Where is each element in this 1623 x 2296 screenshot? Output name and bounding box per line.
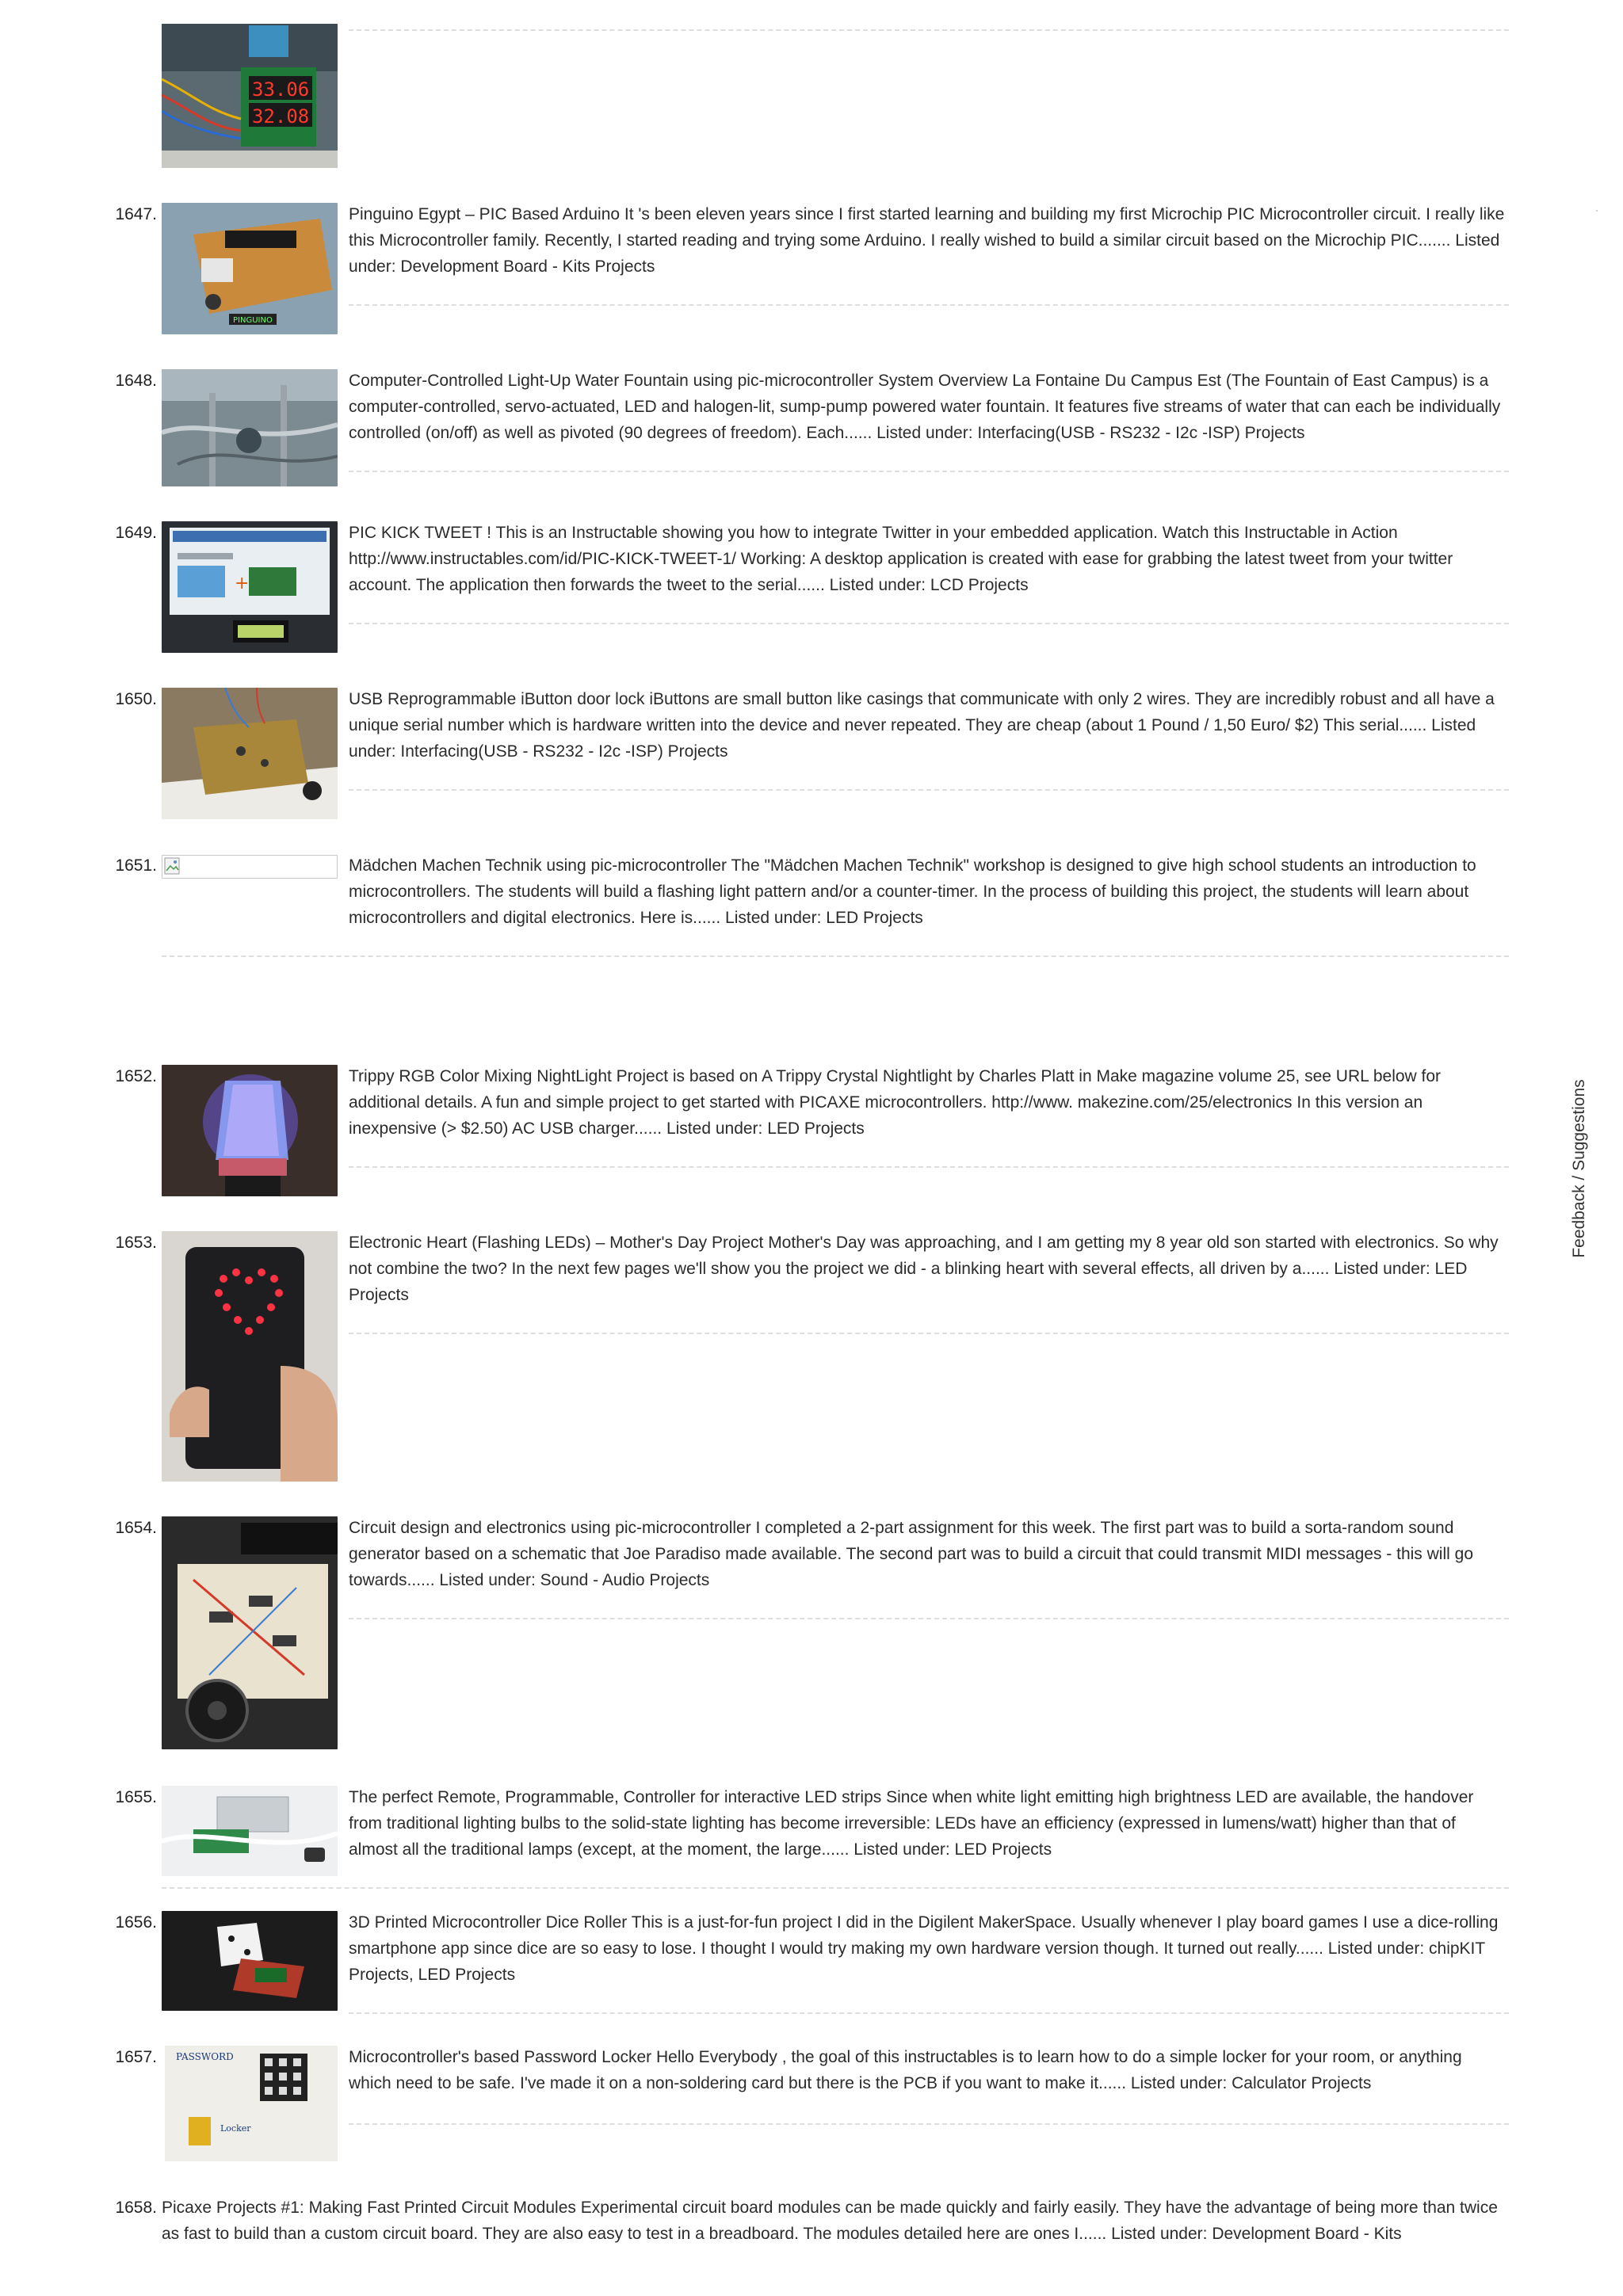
divider [349, 623, 1509, 624]
led-display-image [162, 24, 338, 168]
item-description[interactable]: Circuit design and electronics using pic-microcontroller I completed a 2-part assignment for this week. The first part was to build a sorta-random sound generator based on a schematic that Joe Paradiso made available. The second part was to build a circuit that could transmit MIDI messages - this will go towards...... Listed under: Sound - Audio Projects [349, 1519, 1473, 1589]
feedback-tab-label: Feedback / Suggestions [1570, 1079, 1588, 1258]
item-number: 1648. [115, 372, 157, 390]
item-number: 1657. [115, 2048, 157, 2066]
item-number: 1656. [115, 1913, 157, 1932]
project-thumbnail[interactable] [162, 1231, 338, 1482]
project-thumbnail[interactable] [162, 1786, 338, 1876]
svg-text:32.08: 32.08 [252, 105, 310, 128]
divider [349, 1618, 1509, 1619]
project-thumbnail[interactable] [162, 24, 338, 168]
dice-roller-image [162, 1911, 338, 2011]
pinguino-board-image [162, 203, 338, 334]
item-description[interactable]: The perfect Remote, Programmable, Controller for interactive LED strips Since when white light emitting high brightness LED are available, the handover from traditional lighting bulbs to the solid-state lighting has become irreversible: LEDs have an efficiency (expressed in lumens/watt) higher than that of almost all the traditional lamps (except, at the moment, the large...... Listed under: LED Projects [349, 1788, 1474, 1859]
item-number: 1647. [115, 205, 157, 223]
project-thumbnail[interactable] [162, 203, 338, 334]
project-thumbnail[interactable] [162, 855, 338, 879]
project-thumbnail[interactable] [162, 688, 338, 819]
password-locker-image [165, 2046, 338, 2161]
rgb-nightlight-image [162, 1065, 338, 1196]
item-description[interactable]: PIC KICK TWEET ! This is an Instructable showing you how to integrate Twitter in your embedded application. Watch this Instructable in Action http://www.instructables.com/id/PIC-KICK-TWEET-1/ Working: A desktop application is created with ease for grabbing the latest tweet from your twitter account. The application then forwards the tweet to the serial...... Listed under: LCD Projects [349, 524, 1453, 594]
item-description[interactable]: Pinguino Egypt – PIC Based Arduino It 's been eleven years since I first started learning and building my first Microchip PIC Microcontroller circuit. I really like this Microcontroller family. Recently, I started reading and trying some Arduino. I really wished to build a similar circuit based on the Microchip PIC....... Listed under: Development Board - Kits Projects [349, 205, 1505, 276]
item-number: 1653. [115, 1234, 157, 1252]
breadboard-speaker-image [162, 1516, 338, 1749]
ibutton-board-image [162, 688, 338, 819]
svg-text:PASSWORD: PASSWORD [176, 2051, 234, 2062]
led-strip-controller-image [162, 1786, 338, 1876]
divider [349, 29, 1509, 31]
project-thumbnail[interactable] [162, 1516, 338, 1749]
item-description[interactable]: Mädchen Machen Technik using pic-microcontroller The "Mädchen Machen Technik" workshop is designed to give high school students an introduction to microcontrollers. The students will build a flashing light pattern and/or a counter-timer. In the process of building this project, the students will learn about microcontrollers and digital electronics. Here is...... Listed under: LED Projects [349, 856, 1476, 927]
divider [162, 955, 1509, 957]
divider [349, 789, 1509, 791]
item-description[interactable]: 3D Printed Microcontroller Dice Roller This is a just-for-fun project I did in the Digilent MakerSpace. Usually whenever I play board games I use a dice-rolling smartphone app since dice are so easy to lose. I thought I would try making my own hardware version though. It turned out really...... Listed under: chipKIT Projects, LED Projects [349, 1913, 1499, 1984]
svg-text:PINGUINO: PINGUINO [233, 316, 273, 325]
project-thumbnail[interactable] [162, 1065, 338, 1196]
divider [349, 1333, 1509, 1334]
item-description[interactable]: Computer-Controlled Light-Up Water Fountain using pic-microcontroller System Overview La Fontaine Du Campus Est (The Fountain of East Campus) is a computer-controlled, servo-actuated, LED and halogen-lit, sump-pump powered water fountain. It features five streams of water that can each be individually controlled (on/off) as well as pivoted (90 degrees of freedom). Each...... Listed under: Interfacing(USB - RS232 - I2c -ISP) Projects [349, 372, 1501, 442]
feedback-tab[interactable] [1568, 1074, 1591, 1264]
divider [162, 1887, 1509, 1889]
item-description[interactable]: Trippy RGB Color Mixing NightLight Project is based on A Trippy Crystal Nightlight by Charles Platt in Make magazine volume 25, see URL below for additional details. A fun and simple project to get started with PICAXE microcontrollers. http://www. makezine.com/25/electronics In this version an inexpensive (> $2.50) AC USB charger...... Listed under: LED Projects [349, 1067, 1442, 1138]
water-fountain-image [162, 369, 338, 486]
broken-image-icon [164, 857, 181, 876]
item-number: 1654. [115, 1519, 157, 1537]
svg-text:33.06: 33.06 [252, 78, 310, 101]
item-number: 1655. [115, 1788, 157, 1806]
divider [349, 2012, 1509, 2014]
item-number: 1649. [115, 524, 157, 542]
item-number: 1650. [115, 690, 157, 708]
divider [349, 1166, 1509, 1168]
item-number: 1658. [115, 2199, 157, 2217]
item-description[interactable]: Electronic Heart (Flashing LEDs) – Mother's Day Project Mother's Day was approaching, and I am getting my 8 year old son started with electronics. So why not combine the two? In the next few pages we'll show you the project we did - a blinking heart with several effects, all driven by a...... Listed under: LED Projects [349, 1234, 1499, 1304]
project-thumbnail[interactable] [162, 1911, 338, 2011]
led-heart-image [162, 1231, 338, 1482]
item-description[interactable]: Picaxe Projects #1: Making Fast Printed Circuit Modules Experimental circuit board modules can be made quickly and fairly easily. They have the advantage of being more than twice as fast to build than a custom circuit board. They are also easy to test in a breadboard. The modules detailed here are ones I...... Listed under: Development Board - Kits [162, 2199, 1498, 2243]
pic-kick-tweet-image [162, 521, 338, 653]
divider [349, 2123, 1509, 2125]
project-thumbnail[interactable] [162, 521, 338, 653]
item-number: 1651. [115, 856, 157, 875]
project-thumbnail[interactable] [162, 369, 338, 486]
divider [349, 304, 1509, 306]
decorative-dot [1596, 210, 1598, 212]
svg-text:+: + [235, 574, 250, 593]
item-number: 1652. [115, 1067, 157, 1085]
item-description[interactable]: Microcontroller's based Password Locker Hello Everybody , the goal of this instructables is to learn how to do a simple locker for your room, or anything which need to be safe. I've made it on a non-soldering card but there is the PCB if you want to make it...... Listed under: Calculator Projects [349, 2048, 1462, 2092]
divider [349, 471, 1509, 472]
item-description[interactable]: USB Reprogrammable iButton door lock iButtons are small button like casings that communicate with only 2 wires. They are incredibly robust and all have a unique serial number which is hardware written into the device and never repeated. They are cheap (about 1 Pound / 1,50 Euro/ $2) This serial...... Listed under: Interfacing(USB - RS232 - I2c -ISP) Projects [349, 690, 1495, 761]
svg-text:Locker: Locker [220, 2123, 251, 2134]
project-thumbnail[interactable] [165, 2046, 338, 2161]
